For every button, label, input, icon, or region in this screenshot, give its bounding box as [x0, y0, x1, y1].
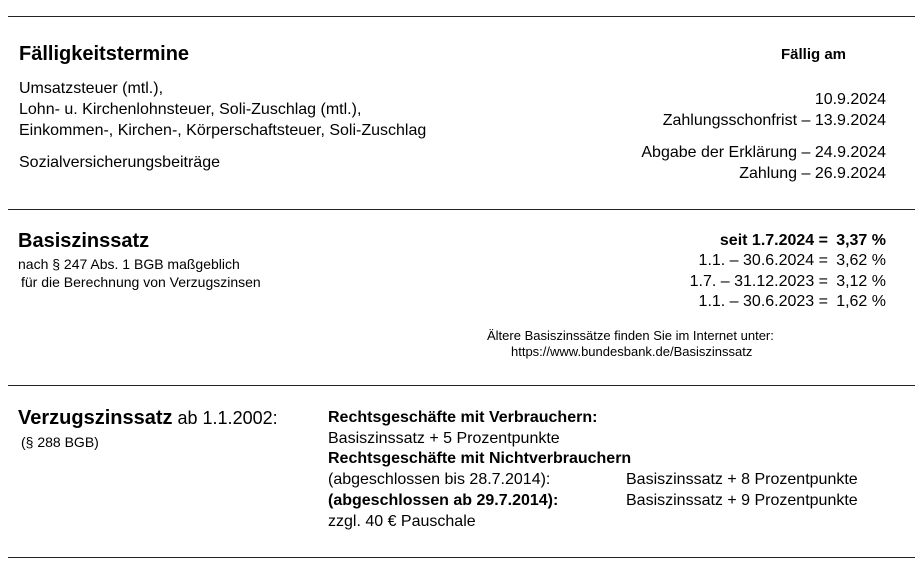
- nonconsumers-row1-rate: Basiszinssatz + 8 Prozentpunkte: [626, 471, 858, 488]
- divider-2: [8, 385, 915, 386]
- verzug-title: Verzugszinssatz: [18, 407, 173, 429]
- nonconsumers-row2-label: (abgeschlossen ab 29.7.2014):: [328, 492, 559, 509]
- due-date-1: 10.9.2024: [814, 91, 886, 108]
- verzug-law-reference: (§ 288 BGB): [21, 434, 99, 450]
- rate-value: 3,62 %: [836, 252, 886, 269]
- rate-row: [720, 231, 886, 250]
- section-title-faelligkeit: Fälligkeitstermine: [19, 43, 190, 65]
- rate-value: 1,62 %: [836, 293, 886, 310]
- rate-row: [699, 251, 886, 270]
- basiszins-subtitle-2: für die Berechnung von Verzugszinsen: [21, 274, 261, 290]
- rate-period: 1.7. – 31.12.2023 =: [689, 273, 828, 290]
- section-title-basiszins: Basiszinssatz: [18, 230, 150, 252]
- flat-fee: zzgl. 40 € Pauschale: [328, 513, 476, 530]
- rate-value: 3,12 %: [836, 273, 886, 290]
- basiszins-note: Ältere Basiszinssätze finden Sie im Internet unter:: [487, 328, 774, 343]
- consumers-heading: Rechtsgeschäfte mit Verbrauchern:: [328, 409, 598, 426]
- nonconsumers-heading: Rechtsgeschäfte mit Nichtverbrauchern: [328, 450, 632, 467]
- due-date-4: Zahlung – 26.9.2024: [739, 165, 886, 182]
- rate-period: 1.1. – 30.6.2024 =: [698, 252, 828, 269]
- divider-1: [8, 209, 915, 210]
- tax-line-sozialversicherung: Sozialversicherungsbeiträge: [19, 154, 220, 171]
- tax-line-umsatzsteuer: Umsatzsteuer (mtl.),: [19, 80, 164, 97]
- rate-period: 1.1. – 30.6.2023 =: [698, 293, 828, 310]
- rate-row: [690, 272, 886, 291]
- due-date-3: Abgabe der Erklärung – 24.9.2024: [641, 144, 886, 161]
- top-divider: [8, 16, 915, 17]
- rate-row: [699, 292, 886, 311]
- column-header-faellig-am: Fällig am: [781, 46, 847, 63]
- rate-period: seit 1.7.2024 =: [719, 232, 828, 249]
- nonconsumers-row1-label: (abgeschlossen bis 28.7.2014):: [328, 471, 551, 488]
- tax-line-einkommensteuer: Einkommen-, Kirchen-, Körperschaftsteuer, Soli-Zuschlag: [19, 122, 427, 139]
- nonconsumers-row2-rate: Basiszinssatz + 9 Prozentpunkte: [626, 492, 858, 509]
- tax-line-lohnsteuer: Lohn- u. Kirchenlohnsteuer, Soli-Zuschlag (mtl.),: [19, 101, 362, 118]
- consumers-rate: Basiszinssatz + 5 Prozentpunkte: [328, 430, 560, 447]
- rate-value: 3,37 %: [836, 232, 886, 249]
- basiszins-subtitle-1: nach § 247 Abs. 1 BGB maßgeblich: [18, 256, 240, 272]
- verzug-title-suffix: ab 1.1.2002:: [172, 408, 278, 428]
- due-date-2: Zahlungsschonfrist – 13.9.2024: [662, 112, 886, 129]
- bundesbank-link[interactable]: https://www.bundesbank.de/Basiszinssatz: [511, 344, 753, 359]
- bottom-divider: [8, 557, 915, 558]
- section-title-verzug: [18, 407, 278, 430]
